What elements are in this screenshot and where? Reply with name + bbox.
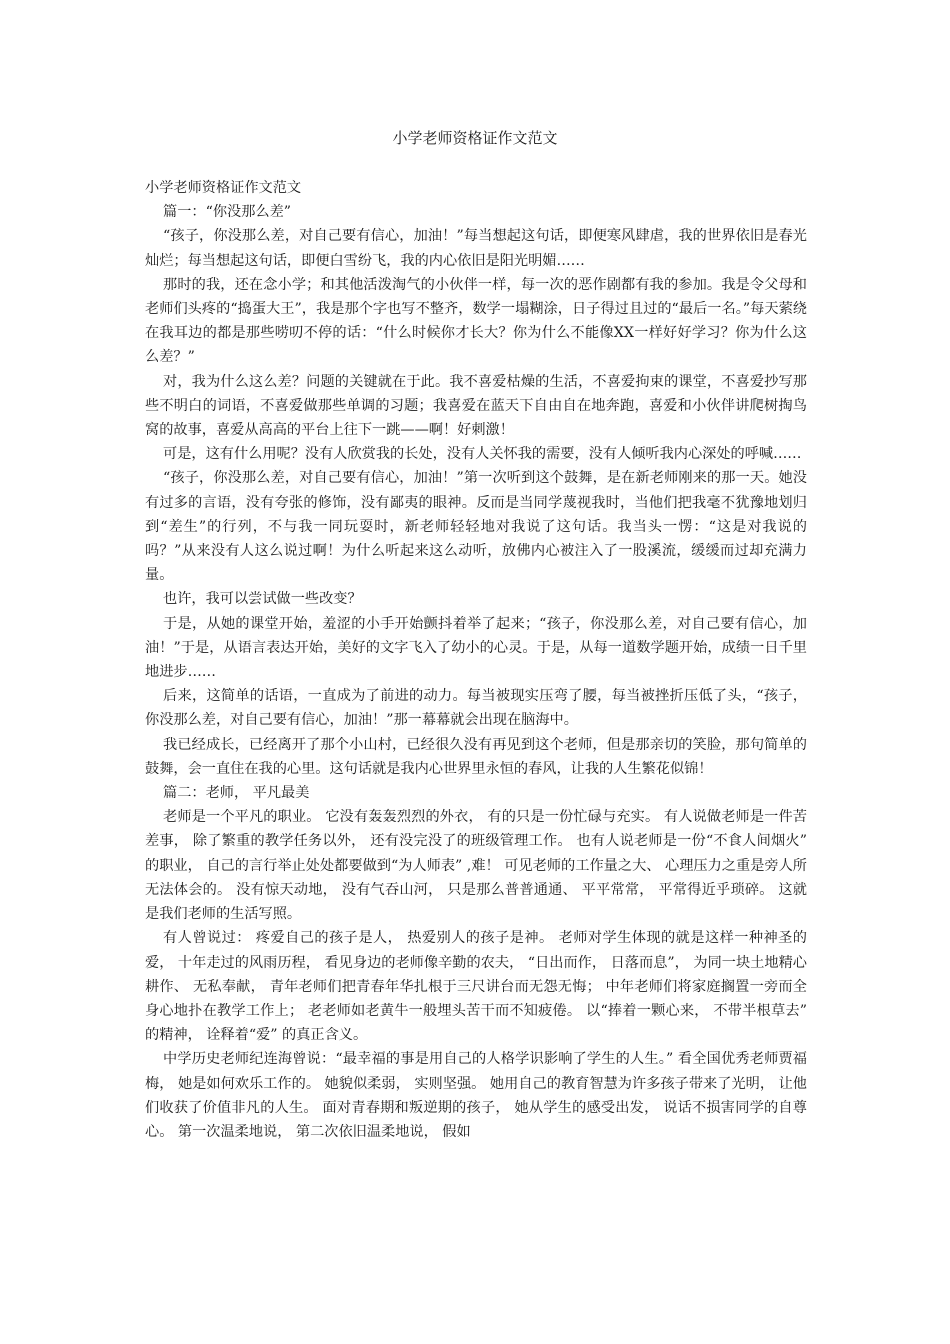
paragraph: 有人曾说过： 疼爱自己的孩子是人， 热爱别人的孩子是神。 老师对学生体现的就是这样一种神圣的爱， 十年走过的风雨历程， 看见身边的老师像辛勤的农夫， “日出而作， 日落而息”， 为同一块土地精心耕作、 无私奉献， 青年老师们把青春年华扎根于三尺讲台而无怨无悔； 中年老师们将家庭搁置一旁而全身心地扑在教学工作上； 老老师如老黄牛一般埋头苦干而不知疲倦。 以“捧着一颗心来， 不带半根草去” 的精神， 诠释着“爱” 的真正含义。 xyxy=(145,930,807,1044)
paragraph: “孩子，你没那么差，对自己要有信心，加油！”第一次听到这个鼓舞，是在新老师刚来的那一天。她没有过多的言语，没有夸张的修饰，没有鄙夷的眼神。反而是当同学蔑视我时，当他们把我毫不犹豫地划归到“差生”的行列，不与我一同玩耍时，新老师轻轻地对我说了这句话。我当头一愣：“这是对我说的吗？”从来没有人这么说过啊！为什么听起来这么动听，放佛内心被注入了一股溪流，缓缓而过却充满力量。 xyxy=(145,470,807,584)
paragraph: 也许，我可以尝试做一些改变？ xyxy=(163,591,362,608)
document-title: 小学老师资格证作文范文 xyxy=(392,129,558,147)
paragraph: 那时的我，还在念小学；和其他活泼淘气的小伙伴一样，每一次的恶作剧都有我的参加。我是令父母和老师们头疼的“捣蛋大王”，我是那个字也写不整齐，数学一塌糊涂，日子得过且过的“最后一名。”每天萦绕在我耳边的都是那些唠叨不停的话：“什么时候你才长大？你为什么不能像XX一样好好学习？你为什么这么差？” xyxy=(145,276,807,366)
paragraph: 中学历史老师纪连海曾说：“最幸福的事是用自己的人格学识影响了学生的人生。” 看全国优秀老师贾福梅， 她是如何欢乐工作的。 她貌似柔弱， 实则坚强。 她用自己的教育智慧为许多孩子带来了光明， 让他们收获了价值非凡的人生。 面对青春期和叛逆期的孩子， 她从学生的感受出发， 说话不损害同学的自尊心。 第一次温柔地说， 第二次依旧温柔地说， 假如 xyxy=(145,1051,807,1140)
paragraph: 可是，这有什么用呢？没有人欣赏我的长处，没有人关怀我的需要，没有人倾听我内心深处的呼喊…… xyxy=(163,446,802,463)
paragraph: 老师是一个平凡的职业。 它没有轰轰烈烈的外衣， 有的只是一份忙碌与充实。 有人说做老师是一件苦差事， 除了繁重的教学任务以外， 还有没完没了的班级管理工作。 也有人说老师是一份“不食人间烟火” 的职业， 自己的言行举止处处都要做到“为人师表” ,难！ 可见老师的工作量之大、 心理压力之重是旁人所无法体会的。 没有惊天动地， 没有气吞山河， 只是那么普普通通、 平平常常， 平常得近乎琐碎。 这就是我们老师的生活写照。 xyxy=(145,809,807,923)
paragraph: 对，我为什么这么差？问题的关键就在于此。我不喜爱枯燥的生活，不喜爱拘束的课堂，不喜爱抄写那些不明白的词语，不喜爱做那些单调的习题；我喜爱在蓝天下自由自在地奔跑，喜爱和小伙伴讲爬树掏鸟窝的故事，喜爱从高高的平台上往下一跳——啊！好刺激！ xyxy=(145,373,807,439)
paragraph: 于是，从她的课堂开始，羞涩的小手开始颤抖着举了起来；“孩子，你没那么差，对自己要有信心，加油！”于是，从语言表达开始，美好的文字飞入了幼小的心灵。于是，从每一道数学题开始，成绩一日千里地进步…… xyxy=(145,615,807,681)
paragraph: “孩子，你没那么差，对自己要有信心，加油！”每当想起这句话，即便寒风肆虐，我的世界依旧是春光灿烂；每当想起这句话，即便白雪纷飞，我的内心依旧是阳光明媚…… xyxy=(145,228,807,269)
document-subtitle: 小学老师资格证作文范文 xyxy=(145,180,302,196)
section-heading-1: 篇一：“你没那么差” xyxy=(163,204,292,221)
paragraph: 后来，这简单的话语，一直成为了前进的动力。每当被现实压弯了腰，每当被挫折压低了头，“孩子，你没那么差，对自己要有信心，加油！”那一幕幕就会出现在脑海中。 xyxy=(145,688,807,729)
paragraph: 我已经成长，已经离开了那个小山村，已经很久没有再见到这个老师，但是那亲切的笑脸，那句简单的鼓舞，会一直住在我的心里。这句话就是我内心世界里永恒的春风，让我的人生繁花似锦！ xyxy=(145,736,807,777)
section-heading-2: 篇二：老师， 平凡最美 xyxy=(163,785,310,802)
document-body xyxy=(145,176,807,1144)
